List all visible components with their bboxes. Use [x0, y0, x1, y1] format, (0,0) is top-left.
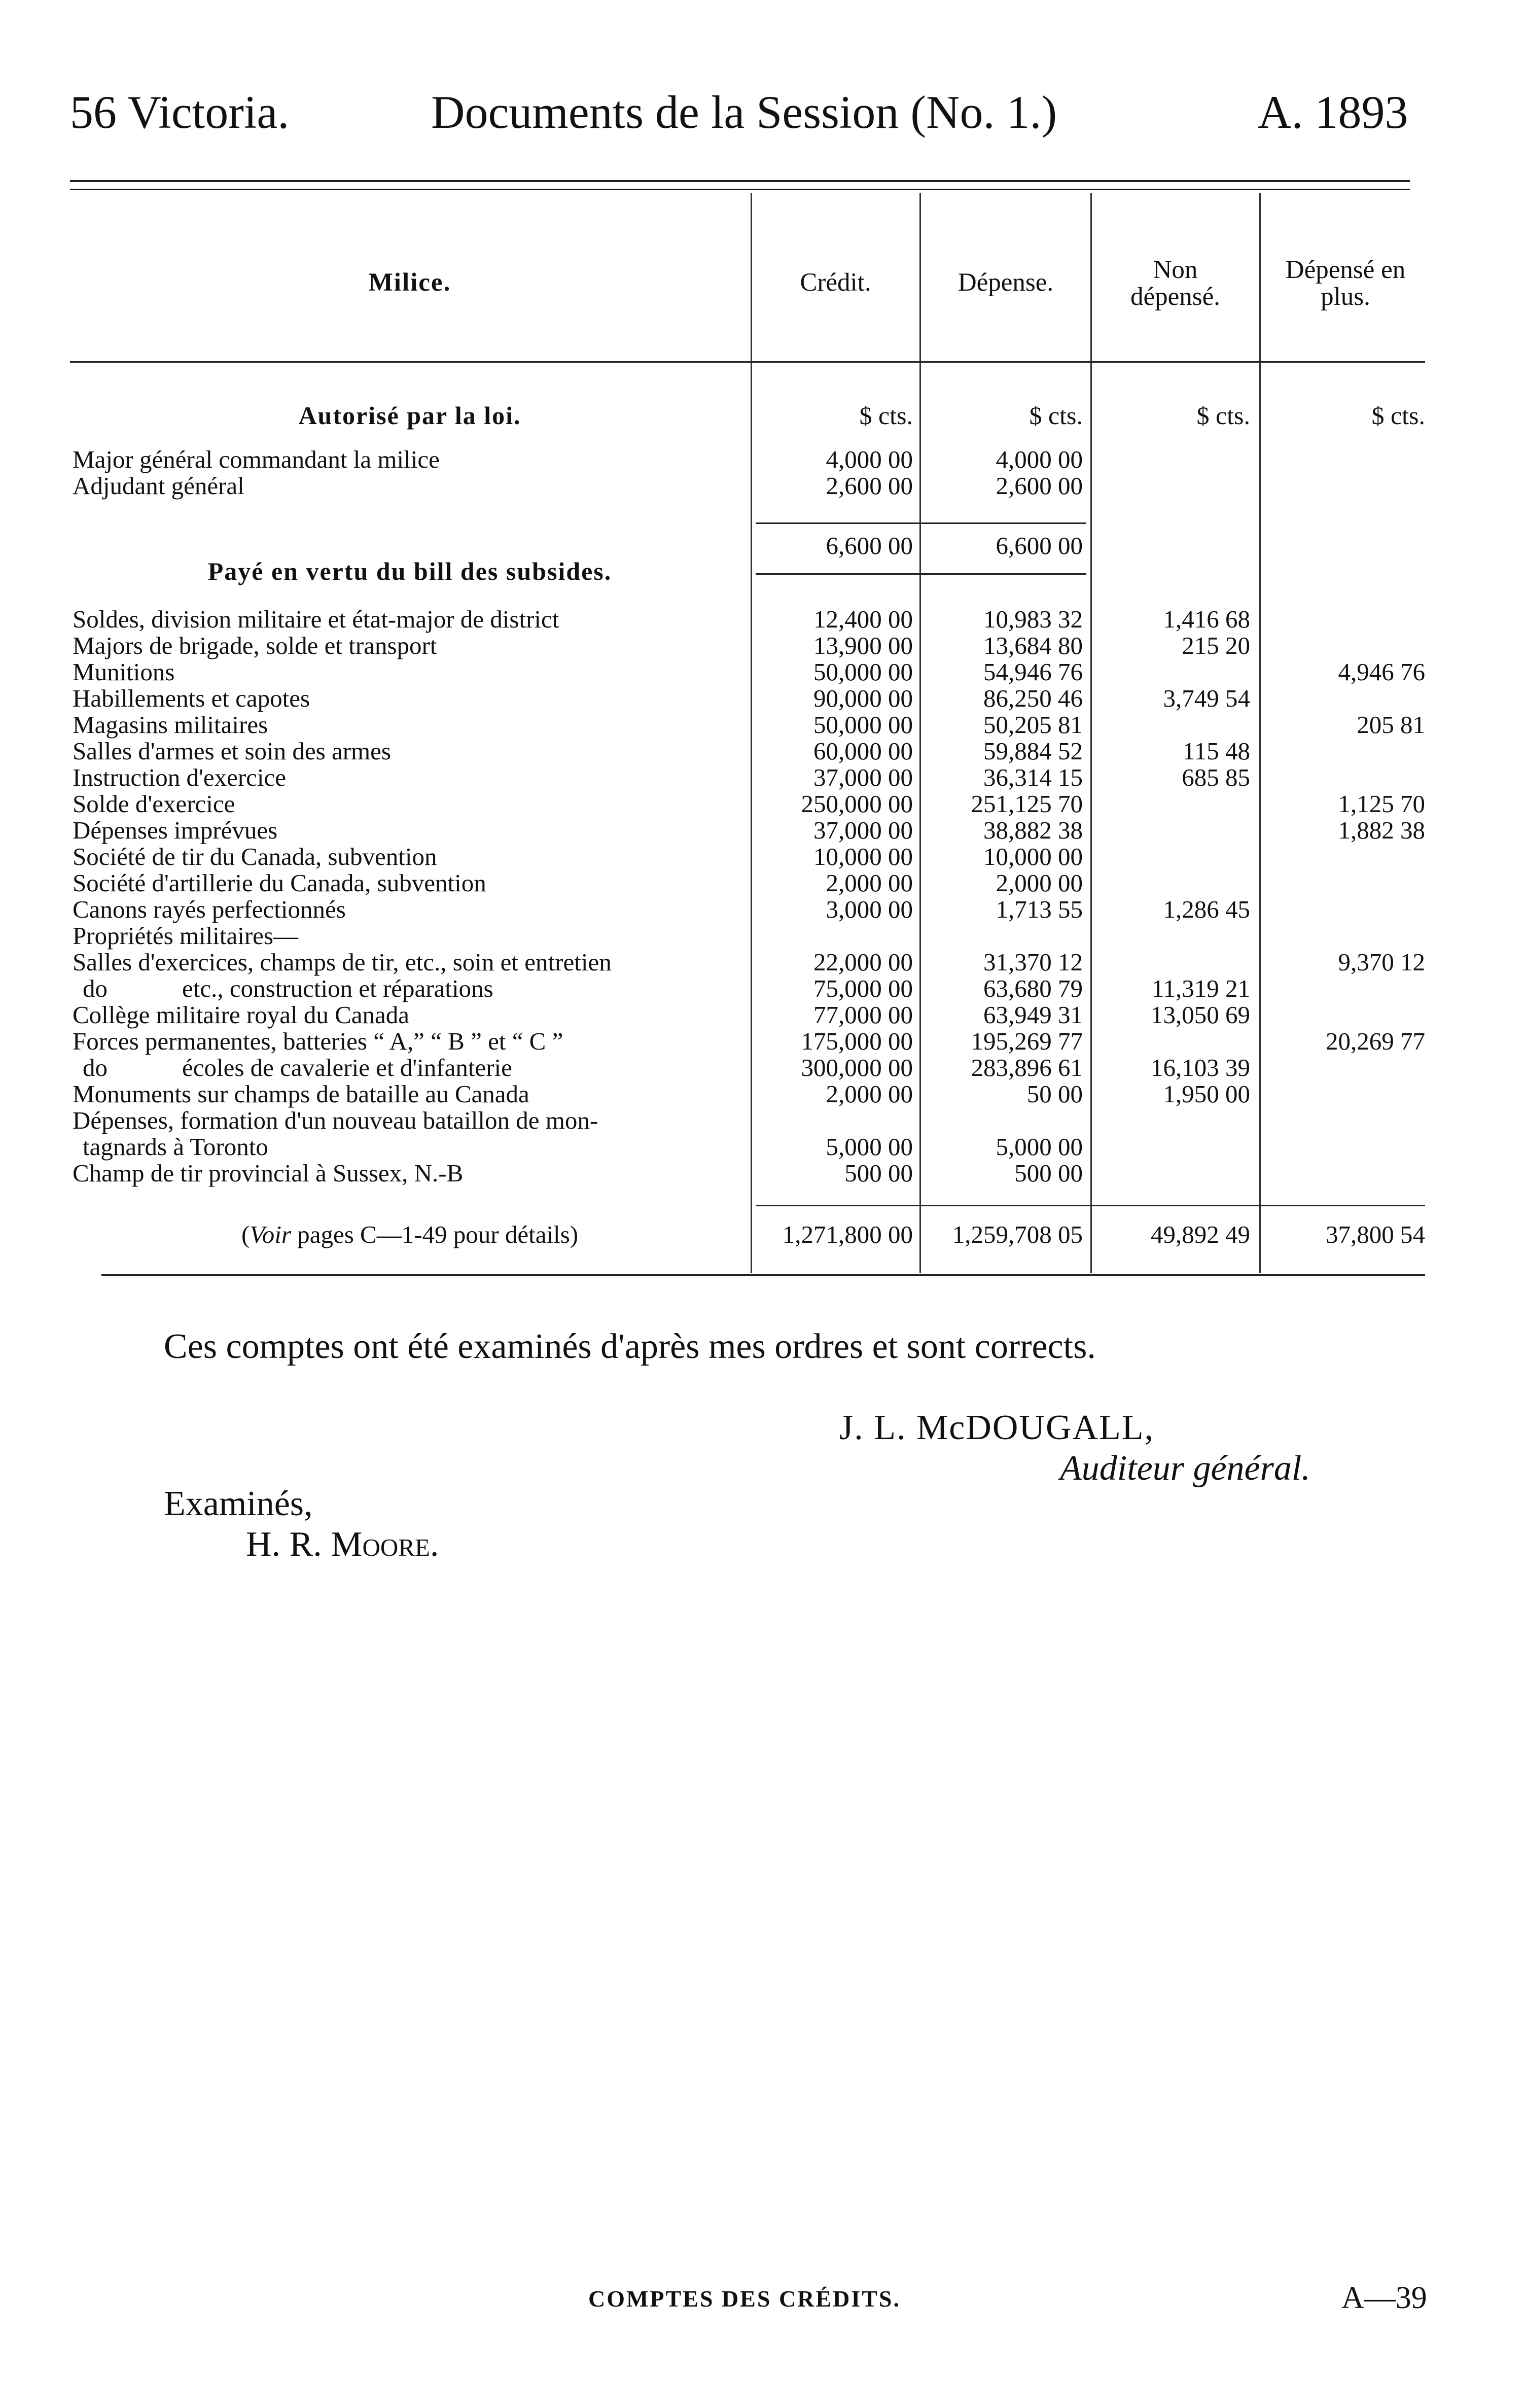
row-label: Salles d'armes et soin des armes: [73, 737, 391, 765]
header-year: A. 1893: [1258, 86, 1408, 138]
row-credit: 2,000 00: [826, 1080, 913, 1108]
row-credit: 500 00: [844, 1159, 913, 1187]
total-non: 49,892 49: [1151, 1220, 1250, 1248]
row-non-depense: 1,416 68: [1163, 605, 1250, 633]
row-credit: 5,000 00: [826, 1133, 913, 1161]
row-depense: 10,000 00: [983, 843, 1083, 870]
row-depense: 10,983 32: [983, 605, 1083, 633]
row-label: Habillements et capotes: [73, 684, 310, 712]
row-label: do etc., construction et réparations: [83, 974, 493, 1002]
row-label: Société de tir du Canada, subvention: [73, 843, 437, 870]
row-label: do écoles de cavalerie et d'infanterie: [83, 1054, 512, 1081]
column-heading-credit: Crédit.: [800, 268, 871, 297]
row-credit: 13,900 00: [813, 632, 913, 659]
col-sep-4: [1259, 193, 1261, 1273]
row-label: Majors de brigade, solde et transport: [73, 632, 437, 659]
dollar-sign: $: [1029, 401, 1042, 430]
row-label: Dépenses, formation d'un nouveau bataillon de mon-: [73, 1106, 598, 1134]
column-heading-depense: Dépense.: [957, 268, 1054, 297]
total-label-rest: pages C—1-49 pour détails): [291, 1220, 579, 1248]
row-label: tagnards à Toronto: [83, 1133, 268, 1161]
row-credit: 2,000 00: [826, 869, 913, 897]
col-sep-2: [919, 193, 921, 1273]
subtotal-rule-top: [756, 522, 1086, 524]
row-depense-en-plus: 1,125 70: [1338, 790, 1425, 818]
row-label: Solde d'exercice: [73, 790, 235, 818]
header-title: Documents de la Session (No. 1.): [431, 86, 1057, 138]
examiner-name: H. R. Moore.: [246, 1525, 439, 1564]
dollar-sign: $: [1196, 401, 1210, 430]
column-heading-non: Non: [1153, 256, 1198, 284]
subtotal-depense: 6,600 00: [996, 532, 1083, 560]
row-credit: 37,000 00: [813, 816, 913, 844]
row-credit: 10,000 00: [813, 843, 913, 870]
column-heading-milice: Milice.: [368, 268, 451, 297]
row-depense: 1,713 55: [996, 895, 1083, 923]
table-bottom-rule: [101, 1274, 1425, 1276]
row-label: Société d'artillerie du Canada, subvention: [73, 869, 486, 897]
total-plus: 37,800 54: [1326, 1220, 1425, 1248]
row-credit: 12,400 00: [813, 605, 913, 633]
col-sep-3: [1090, 193, 1092, 1273]
row-non-depense: 3,749 54: [1163, 684, 1250, 712]
section-subsides-heading: Payé en vertu du bill des subsides.: [207, 557, 612, 585]
row-depense: 63,949 31: [983, 1001, 1083, 1029]
row-credit: 2,600 00: [826, 472, 913, 500]
row-depense: 283,896 61: [971, 1054, 1083, 1081]
column-heading-plus-2: plus.: [1321, 283, 1370, 311]
row-credit: 90,000 00: [813, 684, 913, 712]
row-label: Dépenses imprévues: [73, 816, 278, 844]
page-number: A—39: [1341, 2281, 1427, 2315]
total-rule: [756, 1205, 1425, 1206]
row-depense: 195,269 77: [971, 1027, 1083, 1055]
units-non: [1098, 401, 1250, 430]
row-non-depense: 1,950 00: [1163, 1080, 1250, 1108]
dollar-sign: $: [1371, 401, 1385, 430]
header-volume: 56 Victoria.: [70, 86, 290, 138]
row-credit: 175,000 00: [801, 1027, 913, 1055]
subtotal-credit: 6,600 00: [826, 532, 913, 560]
row-non-depense: 13,050 69: [1151, 1001, 1250, 1029]
row-depense: 2,000 00: [996, 869, 1083, 897]
auditor-name: J. L. McDOUGALL,: [839, 1408, 1155, 1447]
row-depense: 31,370 12: [983, 948, 1083, 976]
row-depense-en-plus: 4,946 76: [1338, 658, 1425, 686]
row-credit: 50,000 00: [813, 711, 913, 739]
row-depense: 50,205 81: [983, 711, 1083, 739]
total-label-voir: Voir: [250, 1220, 291, 1248]
row-non-depense: 16,103 39: [1151, 1054, 1250, 1081]
dollar-sign: $: [859, 401, 872, 430]
row-label: Soldes, division militaire et état-major de district: [73, 605, 559, 633]
row-depense: 5,000 00: [996, 1133, 1083, 1161]
auditor-title: Auditeur général.: [1060, 1449, 1310, 1488]
examined-label: Examinés,: [164, 1484, 313, 1523]
row-credit: 77,000 00: [813, 1001, 913, 1029]
row-depense-en-plus: 205 81: [1357, 711, 1425, 739]
row-label: Champ de tir provincial à Sussex, N.-B: [73, 1159, 464, 1187]
row-credit: 75,000 00: [813, 974, 913, 1002]
column-heading-non-2: dépensé.: [1130, 283, 1220, 311]
row-depense: 36,314 15: [983, 763, 1083, 791]
row-label: Salles d'exercices, champs de tir, etc., soin et entretien: [73, 948, 612, 976]
total-label-open: (: [241, 1220, 250, 1248]
row-depense: 38,882 38: [983, 816, 1083, 844]
row-depense: 2,600 00: [996, 472, 1083, 500]
row-credit: 4,000 00: [826, 445, 913, 473]
row-depense: 251,125 70: [971, 790, 1083, 818]
header-underline: [70, 361, 1425, 363]
row-label: Canons rayés perfectionnés: [73, 895, 346, 923]
section-autorise-heading: Autorisé par la loi.: [298, 401, 521, 430]
col-sep-1: [751, 193, 752, 1273]
row-depense-en-plus: 1,882 38: [1338, 816, 1425, 844]
row-non-depense: 11,319 21: [1151, 974, 1250, 1002]
row-label: Major général commandant la milice: [73, 445, 440, 473]
total-credit: 1,271,800 00: [782, 1220, 913, 1248]
total-label: [73, 1222, 747, 1248]
total-depense: 1,259,708 05: [952, 1220, 1083, 1248]
cts-label: cts.: [1048, 401, 1083, 430]
row-depense: 50 00: [1026, 1080, 1083, 1108]
row-credit: 250,000 00: [801, 790, 913, 818]
row-label: Collège militaire royal du Canada: [73, 1001, 410, 1029]
row-label: Magasins militaires: [73, 711, 268, 739]
row-depense: 4,000 00: [996, 445, 1083, 473]
row-credit: 37,000 00: [813, 763, 913, 791]
row-depense: 54,946 76: [983, 658, 1083, 686]
subtotal-rule-bottom: [756, 573, 1086, 575]
cts-label: cts.: [1215, 401, 1250, 430]
row-credit: 3,000 00: [826, 895, 913, 923]
units-credit: [761, 401, 913, 430]
row-label: Propriétés militaires—: [73, 922, 298, 950]
cts-label: cts.: [1390, 401, 1425, 430]
row-depense-en-plus: 9,370 12: [1338, 948, 1425, 976]
row-label: Adjudant général: [73, 472, 244, 500]
row-non-depense: 215 20: [1182, 632, 1250, 659]
row-label: Forces permanentes, batteries “ A,” “ B ” et “ C ”: [73, 1027, 563, 1055]
row-non-depense: 1,286 45: [1163, 895, 1250, 923]
row-depense: 59,884 52: [983, 737, 1083, 765]
row-label: Instruction d'exercice: [73, 763, 287, 791]
row-label: Monuments sur champs de bataille au Canada: [73, 1080, 529, 1108]
row-credit: 60,000 00: [813, 737, 913, 765]
units-depense: [928, 401, 1083, 430]
row-credit: 300,000 00: [801, 1054, 913, 1081]
cts-label: cts.: [878, 401, 913, 430]
row-non-depense: 685 85: [1182, 763, 1250, 791]
page-caption: COMPTES DES CRÉDITS.: [588, 2286, 901, 2312]
units-plus: [1265, 401, 1425, 430]
row-depense: 86,250 46: [983, 684, 1083, 712]
row-credit: 50,000 00: [813, 658, 913, 686]
row-non-depense: 115 48: [1183, 737, 1250, 765]
audit-statement: Ces comptes ont été examinés d'après mes ordres et sont corrects.: [164, 1327, 1096, 1366]
row-label: Munitions: [73, 658, 175, 686]
row-depense: 500 00: [1014, 1159, 1083, 1187]
row-depense-en-plus: 20,269 77: [1326, 1027, 1425, 1055]
column-heading-plus: Dépensé en: [1285, 256, 1406, 284]
row-depense: 13,684 80: [983, 632, 1083, 659]
row-credit: 22,000 00: [813, 948, 913, 976]
row-depense: 63,680 79: [983, 974, 1083, 1002]
